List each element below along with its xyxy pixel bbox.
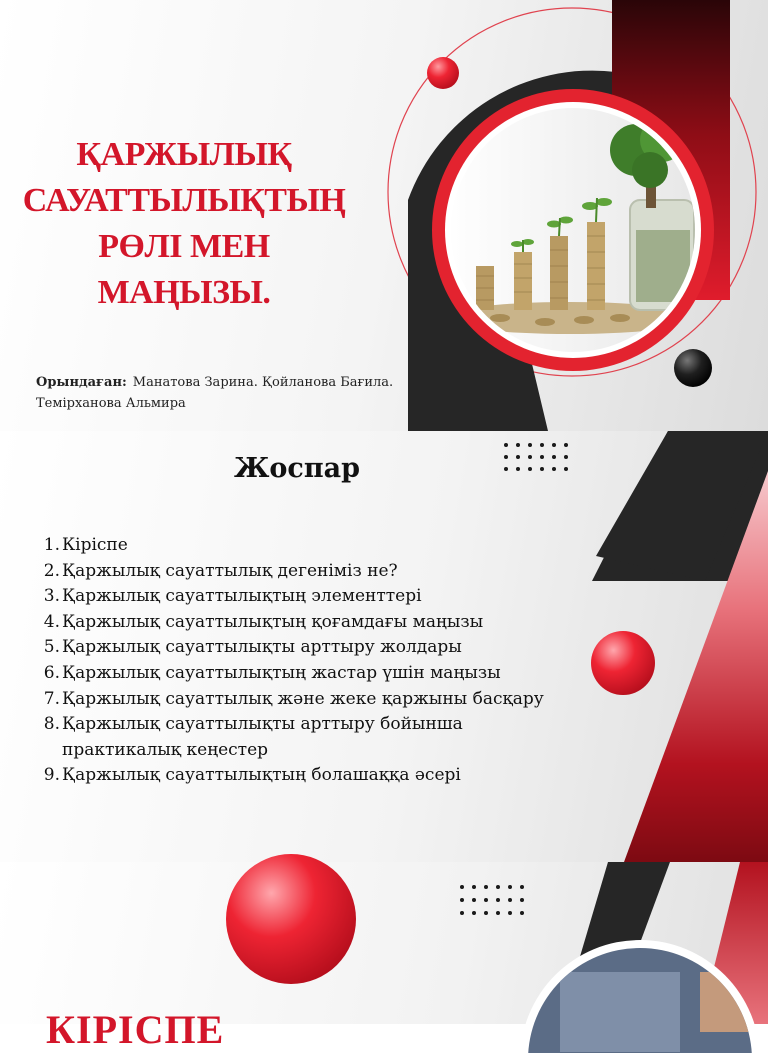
list-number: 7. bbox=[43, 688, 60, 709]
list-item bbox=[38, 712, 558, 763]
list-item bbox=[38, 661, 558, 687]
list-item bbox=[38, 584, 558, 610]
list-number: 1. bbox=[43, 535, 60, 555]
list-number: 9. bbox=[43, 765, 60, 786]
red-sphere-large bbox=[226, 854, 356, 984]
list-text: Қаржылық сауаттылықты арттыру жолдары bbox=[62, 637, 462, 658]
authors-block bbox=[36, 372, 426, 414]
list-item bbox=[38, 763, 558, 789]
list-text: Қаржылық сауаттылықтың жастар үшін маңызы bbox=[62, 662, 501, 683]
list-item bbox=[38, 610, 558, 636]
list-number: 5. bbox=[43, 637, 60, 658]
intro-slide-decor bbox=[0, 862, 768, 1024]
authors-line-1: Манатова Зарина. Қойланова Бағила. bbox=[132, 375, 394, 390]
list-item bbox=[38, 687, 558, 713]
red-sphere-small bbox=[427, 57, 459, 89]
list-text: Қаржылық сауаттылық дегеніміз не? bbox=[62, 560, 398, 581]
red-sphere-medium bbox=[591, 631, 655, 695]
dot-grid bbox=[460, 885, 524, 915]
plan-slide bbox=[0, 431, 768, 862]
list-number: 8. bbox=[43, 714, 60, 735]
intro-title: КІРІСПЕ bbox=[46, 1007, 225, 1052]
authors-line-2: Темірханова Альмира bbox=[36, 396, 186, 411]
title-line-2: САУАТТЫЛЫҚТЫҢ bbox=[22, 182, 346, 219]
list-text: Кіріспе bbox=[62, 535, 128, 555]
list-text: Қаржылық сауаттылықтың болашаққа әсері bbox=[62, 765, 461, 786]
list-item bbox=[38, 559, 558, 585]
list-number: 4. bbox=[43, 611, 60, 632]
title-line-1: ҚАРЖЫЛЫҚ bbox=[76, 136, 292, 173]
list-text: Қаржылық сауаттылықтың элементтері bbox=[62, 586, 422, 607]
list-item bbox=[38, 533, 558, 559]
authors-label: Орындаған: bbox=[36, 375, 127, 390]
list-item bbox=[38, 635, 558, 661]
list-text: Қаржылық сауаттылықтың қоғамдағы маңызы bbox=[62, 611, 484, 632]
title-slide bbox=[0, 0, 768, 431]
plan-title: Жоспар bbox=[234, 453, 361, 484]
list-text: Қаржылық сауаттылық және жеке қаржыны басқару bbox=[62, 688, 544, 709]
title-line-3: РӨЛІ МЕН МАҢЫЗЫ. bbox=[97, 228, 271, 311]
list-number: 3. bbox=[43, 586, 60, 607]
list-text: Қаржылық сауаттылықты арттыру бойынша практикалық кеңестер bbox=[62, 714, 463, 760]
list-number: 6. bbox=[43, 662, 60, 683]
list-number: 2. bbox=[43, 560, 60, 581]
plan-list bbox=[38, 533, 558, 789]
black-sphere bbox=[674, 349, 712, 387]
intro-slide bbox=[0, 862, 768, 1052]
dot-grid bbox=[504, 443, 568, 471]
presentation-title bbox=[14, 132, 354, 316]
